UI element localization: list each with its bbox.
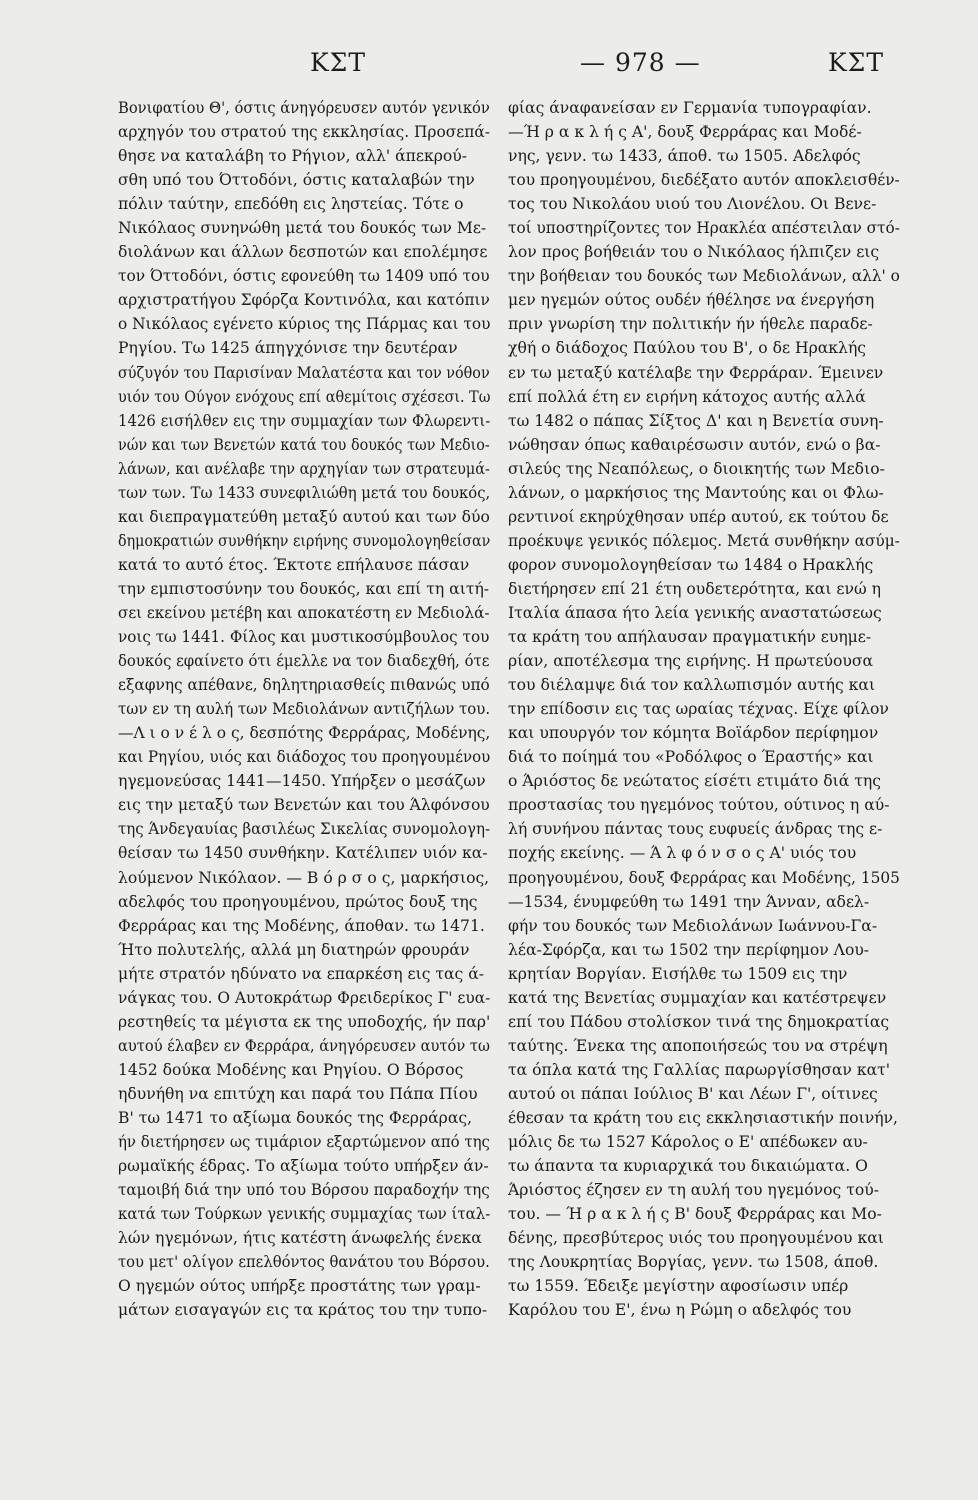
- text-line: Φερράρας και της Μοδένης, άποθαν. τω 1471.: [118, 916, 485, 935]
- text-line: 1452 δούκα Μοδένης και Ρηγίου. Ο Βόρσος: [118, 1060, 464, 1079]
- text-line: νοις τω 1441. Φίλος και μυστικοσύμβουλος του: [118, 628, 490, 647]
- text-line: μεν ηγεμών ούτος ουδέν ήθέλησε να ένεργήση: [508, 291, 875, 310]
- text-line: —1534, ένυμφεύθη τω 1491 την Άνναν, αδελ-: [508, 892, 870, 911]
- text-line: τω 1482 ο πάπας Σίξτος Δ' και η Βενετία συνη-: [508, 411, 884, 430]
- header-right-keyword: ΚΣΤ: [828, 48, 885, 77]
- text-line: ρεντινοί εκηρύχθησαν υπέρ αυτού, εκ τούτου δε: [508, 507, 889, 526]
- text-line: φήν του δουκός των Μεδιολάνων Ιωάννου-Γα-: [508, 916, 878, 935]
- text-line: Ήτο πολυτελής, αλλά μη διατηρών φρουράν: [118, 940, 470, 959]
- text-line: υιόν του Ούγον ενόχους επί αθεμίτοις σχέσεσι. Τω: [118, 387, 491, 406]
- text-line: λών ηγεμόνων, ήτις κατέστη άνωφελής ένεκα: [118, 1229, 482, 1248]
- text-line: την βοήθειαν του δουκός των Μεδιολάνων, αλλ' ο: [508, 267, 900, 286]
- text-line: Καρόλου του Ε', ένω η Ρώμη ο αδελφός του: [508, 1301, 852, 1320]
- text-line: τω άπαντα τα κυριαρχικά του δικαιώματα. Ο: [508, 1157, 868, 1176]
- text-line: διολάνων και άλλων δεσποτών και επολέμησε: [118, 243, 488, 262]
- text-line: πριν γνωρίση την πολιτικήν ήν ήθελε παραδε-: [508, 315, 873, 334]
- text-line: αυτού οι πάπαι Ιούλιος Β' και Λέων Γ', οίτινες: [508, 1084, 878, 1103]
- text-line: αυτού έλαβεν εν Φερράρα, άνηγόρευσεν αυτόν τω: [118, 1036, 490, 1055]
- text-line: διά το ποίημά του «Ροδόλφος ο Έραστής» και: [508, 748, 874, 767]
- header-left-keyword: ΚΣΤ: [310, 48, 367, 77]
- text-line: ο Άριόστος δε νεώτατος είσέτι ετιμάτο διά της: [508, 772, 881, 791]
- text-line: κατά της Βενετίας συμμαχίαν και κατέστρεψεν: [508, 988, 887, 1007]
- text-line: νώθησαν όπως καθαιρέσωσιν αυτόν, ενώ ο βα-: [508, 435, 881, 454]
- text-line: του μετ' ολίγον επελθόντος θανάτου του Βόρσου.: [118, 1253, 490, 1272]
- text-line: κρητίαν Βοργίαν. Εισήλθε τω 1509 εις την: [508, 964, 848, 983]
- text-line: μάτων εισαγαγών εις τα κράτος του την τυπο-: [118, 1301, 488, 1320]
- text-line: ποχής εκείνης. — Ά λ φ ό ν σ ο ς Α' υιός του: [508, 844, 857, 863]
- text-line: προέκυψε γενικός πόλεμος. Μετά συνθήκην ασύμ-: [508, 531, 900, 550]
- text-line: λέα-Σφόρζα, και τω 1502 την περίφημον Λου-: [508, 940, 870, 959]
- text-line: εις την μεταξύ των Βενετών και του Άλφόνσου: [118, 796, 490, 815]
- text-line: ρεστηθείς τα μέγιστα εκ της υποδοχής, ήν παρ': [118, 1012, 491, 1031]
- left-text-column: [118, 96, 490, 1322]
- text-line: Βονιφατίου Θ', όστις άνηγόρευσεν αυτόν γενικόν: [118, 99, 490, 117]
- text-line: εν τω μεταξύ κατέλαβε την Φερράραν. Έμεινεν: [508, 363, 884, 382]
- text-line: λάνων, ο μαρκήσιος της Μαντούης και οι Φλω-: [508, 483, 884, 502]
- text-line: διετήρησεν επί 21 έτη ουδετερότητα, και ενώ η: [508, 579, 881, 598]
- text-line: —Ή ρ α κ λ ή ς Α', δουξ Φερράρας και Μοδέ-: [508, 123, 862, 142]
- text-line: και Ρηγίου, υιός και διάδοχος του προηγουμένου: [118, 748, 491, 767]
- text-line: λάνων, και ανέλαβε την αρχηγίαν των στρατευμά-: [118, 459, 490, 478]
- text-line: πόλιν ταύτην, επεδόθη εις ληστείας. Τότε ο: [118, 195, 464, 214]
- text-line: προστασίας του ηγεμόνος τούτου, ούτινος η αύ-: [508, 796, 890, 815]
- text-line: ήν διετήρησεν ως τιμάριον εξαρτώμενον από της: [118, 1133, 490, 1152]
- text-line: νάγκας του. Ο Αυτοκράτωρ Φρειδερίκος Γ' ευα-: [118, 988, 491, 1007]
- text-line: αρχιστρατήγου Σφόρζα Κοντινόλα, και κατόπιν: [118, 291, 490, 310]
- text-line: —Λ ι ο ν έ λ ο ς, δεσπότης Φερράρας, Μοδένης,: [118, 724, 491, 743]
- text-line: ο Νικόλαος εγένετο κύριος της Πάρμας και του: [118, 315, 491, 334]
- page-number: — 978 —: [580, 48, 701, 77]
- text-line: της Λουκρητίας Βοργίας, γενν. τω 1508, άποθ.: [508, 1253, 879, 1272]
- text-line: φίας άναφανείσαν εν Γερμανία τυπογραφίαν.: [508, 99, 872, 117]
- text-line: Β' τω 1471 το αξίωμα δουκός της Φερράρας,: [118, 1108, 473, 1127]
- text-line: του διέλαμψε διά τον καλλωπισμόν αυτής και: [508, 676, 876, 695]
- right-text-column: [508, 96, 900, 1322]
- text-line: νών και των Βενετών κατά του δουκός των Μεδιο-: [118, 435, 490, 454]
- text-line: Ιταλία άπασα ήτο λεία γενικής αναστατώσεως: [508, 603, 882, 622]
- text-line: κατά το αυτό έτος. Έκτοτε επήλαυσε πάσαν: [118, 555, 470, 574]
- text-line: λον προς βοήθειάν του ο Νικόλαος ήλπιζεν εις: [508, 243, 880, 262]
- text-line: χθή ο διάδοχος Παύλου του Β', ο δε Ηρακλής: [508, 339, 867, 358]
- text-line: τοί υποστηρίζοντες τον Ηρακλέα απέστειλαν στό-: [508, 219, 900, 238]
- text-line: ηδυνήθη να επιτύχη και παρά του Πάπα Πίου: [118, 1084, 478, 1103]
- text-line: σιλεύς της Νεαπόλεως, ο διοικητής των Μεδιο-: [508, 459, 885, 478]
- text-line: θησε να καταλάβη το Ρήγιον, αλλ' άπεκρού-: [118, 147, 468, 166]
- text-line: τον Όττοδόνι, όστις εφονεύθη τω 1409 υπό του: [118, 267, 490, 286]
- text-line: θείσαν τω 1450 συνθήκην. Κατέλιπεν υιόν κα-: [118, 844, 488, 863]
- text-line: τος του Νικολάου υιού του Λιονέλου. Οι Βενε-: [508, 195, 877, 214]
- text-line: Ο ηγεμών ούτος υπήρξε προστάτης των γραμ-: [118, 1277, 481, 1296]
- text-line: και διεπραγματεύθη μεταξύ αυτού και των δύο: [118, 507, 490, 526]
- text-line: των εν τη αυλή των Μεδιολάνων αντιζήλων του.: [118, 700, 491, 719]
- text-line: αρχηγόν του στρατού της εκκλησίας. Προσεπά-: [118, 123, 490, 142]
- text-line: αδελφός του προηγουμένου, πρώτος δουξ της: [118, 892, 478, 911]
- text-line: Ρηγίου. Τω 1425 άπηγχόνισε την δευτέραν: [118, 339, 458, 358]
- text-line: επί του Πάδου στολίσκον τινά της δημοκρατίας: [508, 1012, 890, 1031]
- text-line: τω 1559. Έδειξε μεγίστην αφοσίωσιν υπέρ: [508, 1277, 849, 1296]
- text-line: μήτε στρατόν ηδύνατο να επαρκέση εις τας ά-: [118, 964, 485, 983]
- text-line: σει εκείνου μετέβη και αποκατέστη εν Μεδιολά-: [118, 603, 490, 622]
- text-line: Νικόλαος συνηνώθη μετά του δουκός των Με-: [118, 219, 487, 238]
- text-line: την εμπιστοσύνην του δουκός, και επί τη αιτή-: [118, 579, 490, 598]
- text-line: τα κράτη του απήλαυσαν πραγματικήν ευημε-: [508, 628, 872, 647]
- text-line: σύζυγόν του Παρισίναν Μαλατέστα και τον νόθον: [118, 363, 490, 382]
- text-line: 1426 εισήλθεν εις την συμμαχίαν των Φλωρεντι-: [118, 411, 491, 430]
- text-line: τα όπλα κατά της Γαλλίας παρωργίσθησαν κατ': [508, 1060, 891, 1079]
- text-line: ηγεμονεύσας 1441—1450. Υπήρξεν ο μεσάζων: [118, 772, 486, 791]
- text-line: ταμοιβή διά την υπό του Βόρσου παραδοχήν της: [118, 1181, 490, 1200]
- text-line: την επίδοσιν εις τας ωραίας τέχνας. Είχε φίλον: [508, 700, 889, 719]
- text-line: ρίαν, αποτέλεσμα της ειρήνης. Η πρωτεύουσα: [508, 652, 874, 671]
- text-line: νης, γενν. τω 1433, άποθ. τω 1505. Αδελφός: [508, 147, 861, 166]
- text-line: εξαφνης απέθανε, δηλητηριασθείς πιθανώς υπό: [118, 676, 490, 695]
- text-line: ταύτης. Ένεκα της αποποιήσεώς του να στρέψη: [508, 1036, 888, 1055]
- text-line: μόλις δε τω 1527 Κάρολος ο Ε' απέδωκεν αυ-: [508, 1133, 868, 1152]
- text-line: λή συνήνου πάντας τους ευφυείς άνδρας της ε-: [508, 820, 883, 839]
- text-line: δημοκρατιών συνθήκην ειρήνης συνομολογηθείσαν: [118, 531, 491, 550]
- text-line: και υπουργόν τον κόμητα Βοϊάρδον περίφημον: [508, 724, 879, 743]
- text-line: Άριόστος έζησεν εν τη αυλή του ηγεμόνος τού-: [508, 1181, 879, 1200]
- page-header: [120, 48, 885, 88]
- text-line: φορον συνομολογηθείσαν τω 1484 ο Ηρακλής: [508, 555, 874, 574]
- text-line: έθεσαν τα κράτη του εις εκκλησιαστικήν ποινήν,: [508, 1108, 898, 1127]
- text-line: λούμενον Νικόλαον. — Β ό ρ σ ο ς, μαρκήσιος,: [118, 868, 490, 887]
- text-line: των των. Τω 1433 συνεφιλιώθη μετά του δουκός,: [118, 483, 491, 502]
- text-line: δουκός εφαίνετο ότι έμελλε να τον διαδεχθή, ότε: [118, 652, 490, 671]
- text-line: του. — Ή ρ α κ λ ή ς Β' δουξ Φερράρας και Μο-: [508, 1205, 882, 1224]
- text-line: κατά των Τούρκων γενικής συμμαχίας των ίταλ-: [118, 1205, 491, 1224]
- text-line: δένης, πρεσβύτερος υιός του προηγουμένου και: [508, 1229, 884, 1248]
- text-line: προηγουμένου, δουξ Φερράρας και Μοδένης, 1505: [508, 868, 900, 887]
- text-line: ρωμαϊκής έδρας. Το αξίωμα τούτο υπήρξεν άν-: [118, 1157, 489, 1176]
- text-line: της Άνδεγαυίας βασιλέως Σικελίας συνομολογη-: [118, 820, 491, 839]
- text-line: επί πολλά έτη εν ειρήνη κάτοχος αυτής αλλά: [508, 387, 866, 406]
- text-line: του προηγουμένου, διεδέξατο αυτόν αποκλεισθέν-: [508, 171, 900, 190]
- text-line: σθη υπό του Όττοδόνι, όστις καταλαβών την: [118, 171, 475, 190]
